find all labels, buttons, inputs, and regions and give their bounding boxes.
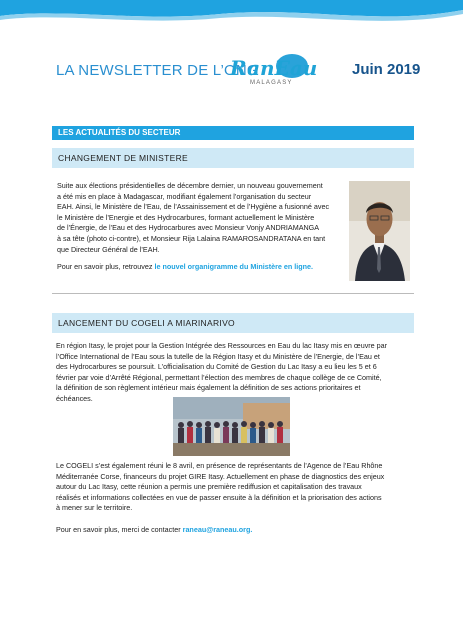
article1-heading: CHANGEMENT DE MINISTERE [58, 153, 189, 163]
newsletter-header [0, 52, 463, 92]
cogeli-group-photo [173, 397, 290, 456]
header-wave-decoration [0, 0, 463, 30]
text-line: l’Office International de l’Eau sous la tutelle de la Région Itasy et du Ministère de l’Energie, de l’Eau et [56, 351, 380, 361]
text-line: que Directeur Général de l’EAH. [57, 244, 160, 254]
text-line: des Hydrocarbures se poursuit. L’officialisation du Comité de Gestion du Lac Itasy a eu lieu les 5 et 6 [56, 362, 377, 372]
text-line: échéances. [56, 393, 93, 403]
article-divider [52, 293, 414, 294]
minister-portrait-photo [349, 181, 410, 281]
newsletter-title: LA NEWSLETTER DE L’ONG [56, 62, 259, 79]
text-line: février par voie d’Arrêté Régional, permettant l’élection des membres de chaque collège de ce Comité, [56, 372, 382, 382]
logo-subtitle: MALAGASY [250, 80, 293, 86]
article1-more [57, 262, 347, 273]
article2-heading-bar [52, 313, 414, 333]
text-line: réalisés et informations collectées en vue de passer ensuite à la définition et la priorisation des actions [56, 492, 382, 502]
text-line: à mener sur le territoire. [56, 503, 133, 513]
issue-date: Juin 2019 [352, 61, 421, 78]
article2-paragraph2 [56, 461, 416, 514]
text-line: Suite aux élections présidentielles de décembre dernier, un nouveau gouvernement [57, 181, 323, 190]
section-title: LES ACTUALITÉS DU SECTEUR [58, 128, 181, 137]
organigramme-link[interactable]: le nouvel organigramme du Ministère en ligne. [154, 262, 314, 271]
text-line: autour du Lac Itasy, cette réunion a permis une première rediffusion et capitalisation des travaux [56, 482, 362, 492]
text-line: EAH. Ainsi, le Ministère de l’Eau, de l’Assainissement et de l’Hygiène a fusionné avec [57, 202, 330, 212]
text-line: Méditerranée Corse, financeurs du projet GIRE Itasy. Actuellement en phase de diagnostics des enjeux [56, 471, 385, 481]
logo-text: RanEau [230, 56, 318, 80]
section-banner [52, 126, 414, 140]
text-line: de l’Énergie, de l’Eau et des Hydrocarbures avec Monsieur Vonjy ANDRIAMANGA [57, 223, 320, 233]
article1-body [57, 181, 347, 255]
text-line: Le COGELI s’est également réuni le 8 avril, en présence de représentants de l’Agence de l’Eau Rhône [56, 461, 383, 470]
article2-contact [56, 525, 416, 536]
text-line: En région Itasy, le projet pour la Gestion Intégrée des Ressources en Eau du lac Itasy mis en œuvre par [56, 341, 388, 350]
text-line: a été mis en place à Madagascar, modifiant également l’organisation du secteur [57, 191, 312, 201]
article2-heading: LANCEMENT DU COGELI A MIARINARIVO [58, 318, 235, 328]
more-prefix: Pour en savoir plus, retrouvez [57, 262, 155, 271]
text-line: le Ministère de l’Energie et des Hydrocarbures, formant actuellement le Ministère [57, 212, 315, 222]
contact-prefix: Pour en savoir plus, merci de contacter [56, 525, 183, 534]
article2-paragraph1 [56, 341, 416, 405]
text-line: à sa tête (photo ci-contre), et Monsieur Rija Lalaina RAMAROSANDRATANA en tant [57, 233, 326, 243]
raneau-logo [224, 52, 318, 92]
contact-email-link[interactable]: raneau@raneau.org. [182, 525, 253, 534]
article1-heading-bar [52, 148, 414, 168]
text-line: la définition de son règlement intérieur mais également la définition de ses actions prioritaires et [56, 383, 361, 393]
